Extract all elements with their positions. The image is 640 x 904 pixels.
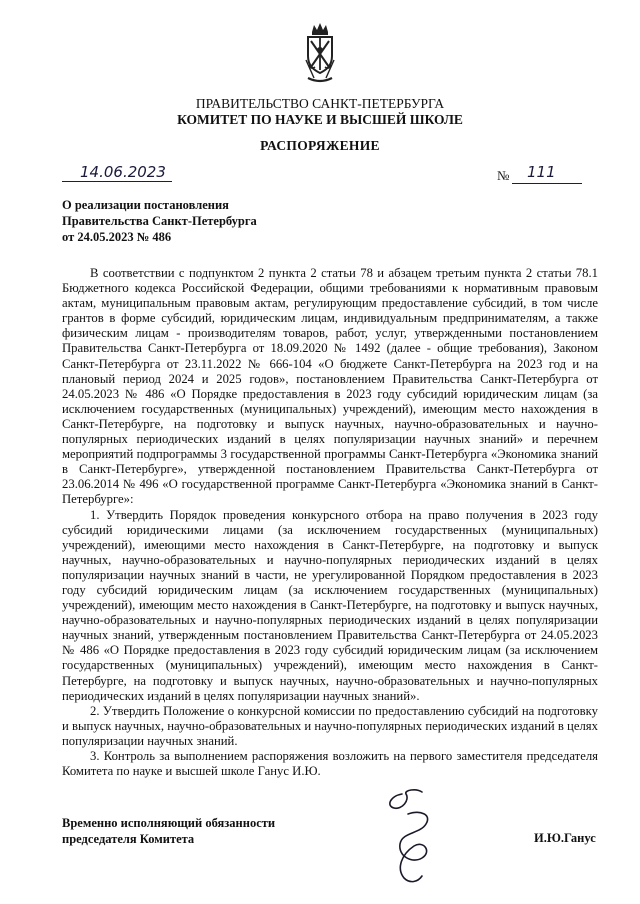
- signer-title-line: Временно исполняющий обязанности: [62, 816, 276, 830]
- subject-line: О реализации постановления: [62, 198, 229, 212]
- body-paragraph-preamble: В соответствии с подпунктом 2 пункта 2 статьи 78 и абзацем третьим пункта 2 статьи 78.1 Бюджетного кодекса Российской Федерации, общими требованиями к нормативным правовым актам, муниципальным правовым актам, регулирующим предоставление субсидий, в том числе грантов в форме субсидий, юридическим лицам, индивидуальным предпринимателям, а также физическим лицам - производителям товаров, работ, услуг, утвержденными постановлением Правительства Санкт-Петербурга от 18.09.2020 № 1492 (далее - общие требования), Законом Санкт-Петербурга от 23.11.2022 № 666-104 «О бюджете Санкт-Петербурга на 2023 год и на плановый период 2024 и 2025 годов», постановлением Правительства Санкт-Петербурга от 24.05.2023 № 486 «О Порядке предоставления в 2023 году субсидий юридическим лицам (за исключением государственных (муниципальных) учреждений), имеющим место нахождения в Санкт-Петербурге, на подготовку и выпуск научных, научно-образовательных и научно-популярных периодических изданий в целях популяризации научных знаний» и перечнем мероприятий подпрограммы 3 государственной программы Санкт-Петербурга «Экономика знаний в Санкт-Петербурге», утвержденной постановлением Правительства Санкт-Петербурга от 23.06.2014 № 496 «О государственной программе Санкт-Петербурга «Экономика знаний в Санкт-Петербурге»:: [62, 266, 598, 507]
- signer-title: [62, 815, 275, 847]
- number-label: №: [497, 168, 510, 183]
- signer-name: И.Ю.Ганус: [534, 831, 596, 845]
- document-type: РАСПОРЯЖЕНИЕ: [260, 138, 380, 153]
- body-paragraph-item-1: 1. Утвердить Порядок проведения конкурсного отбора на право получения в 2023 году субсидий юридическими лицами (за исключением государственных (муниципальных) учреждений), имеющими место нахождения в Санкт-Петербурге, на подготовку и выпуск научных, научно-образовательных и научно-популярных периодических изданий в целях популяризации научных знаний в части, не урегулированной Порядком предоставления в 2023 году субсидий юридическим лицам (за исключением государственных (муниципальных) учреждений), имеющим место нахождения в Санкт-Петербурге, на подготовку и выпуск научных, научно-образовательных и научно-популярных периодических изданий в целях популяризации научных знаний, утвержденным постановлением Правительства Санкт-Петербурга от 24.05.2023 № 486 «О Порядке предоставления в 2023 году субсидий юридическим лицам (за исключением государственных (муниципальных) учреждений), имеющим место нахождения в Санкт-Петербурге, на подготовку и выпуск научных, научно-образовательных и научно-популярных периодических изданий в целях популяризации научных знаний».: [62, 507, 598, 703]
- subject-line: Правительства Санкт-Петербурга: [62, 214, 257, 228]
- subject-line: от 24.05.2023 № 486: [62, 230, 172, 244]
- document-date: 14.06.2023: [80, 163, 166, 181]
- document-subject: [62, 197, 257, 245]
- handwritten-signature: [372, 784, 452, 888]
- committee-name: КОМИТЕТ ПО НАУКЕ И ВЫСШЕЙ ШКОЛЕ: [177, 112, 463, 127]
- coat-of-arms-icon: [300, 22, 340, 86]
- date-underline: [62, 180, 172, 182]
- body-paragraph-item-3: 3. Контроль за выполнением распоряжения возложить на первого заместителя председателя Комитета по науке и высшей школе Ганус И.Ю.: [62, 749, 598, 779]
- government-name: ПРАВИТЕЛЬСТВО САНКТ-ПЕТЕРБУРГА: [195, 96, 445, 111]
- document-body: [62, 266, 598, 779]
- signer-title-line: председателя Комитета: [62, 832, 195, 846]
- document-number: 111: [527, 163, 556, 181]
- number-underline: [512, 182, 582, 184]
- body-paragraph-item-2: 2. Утвердить Положение о конкурсной комиссии по предоставлению субсидий на подготовку и выпуск научных, научно-образовательных и научно-популярных периодических изданий в целях популяризации научных знаний.: [62, 703, 598, 748]
